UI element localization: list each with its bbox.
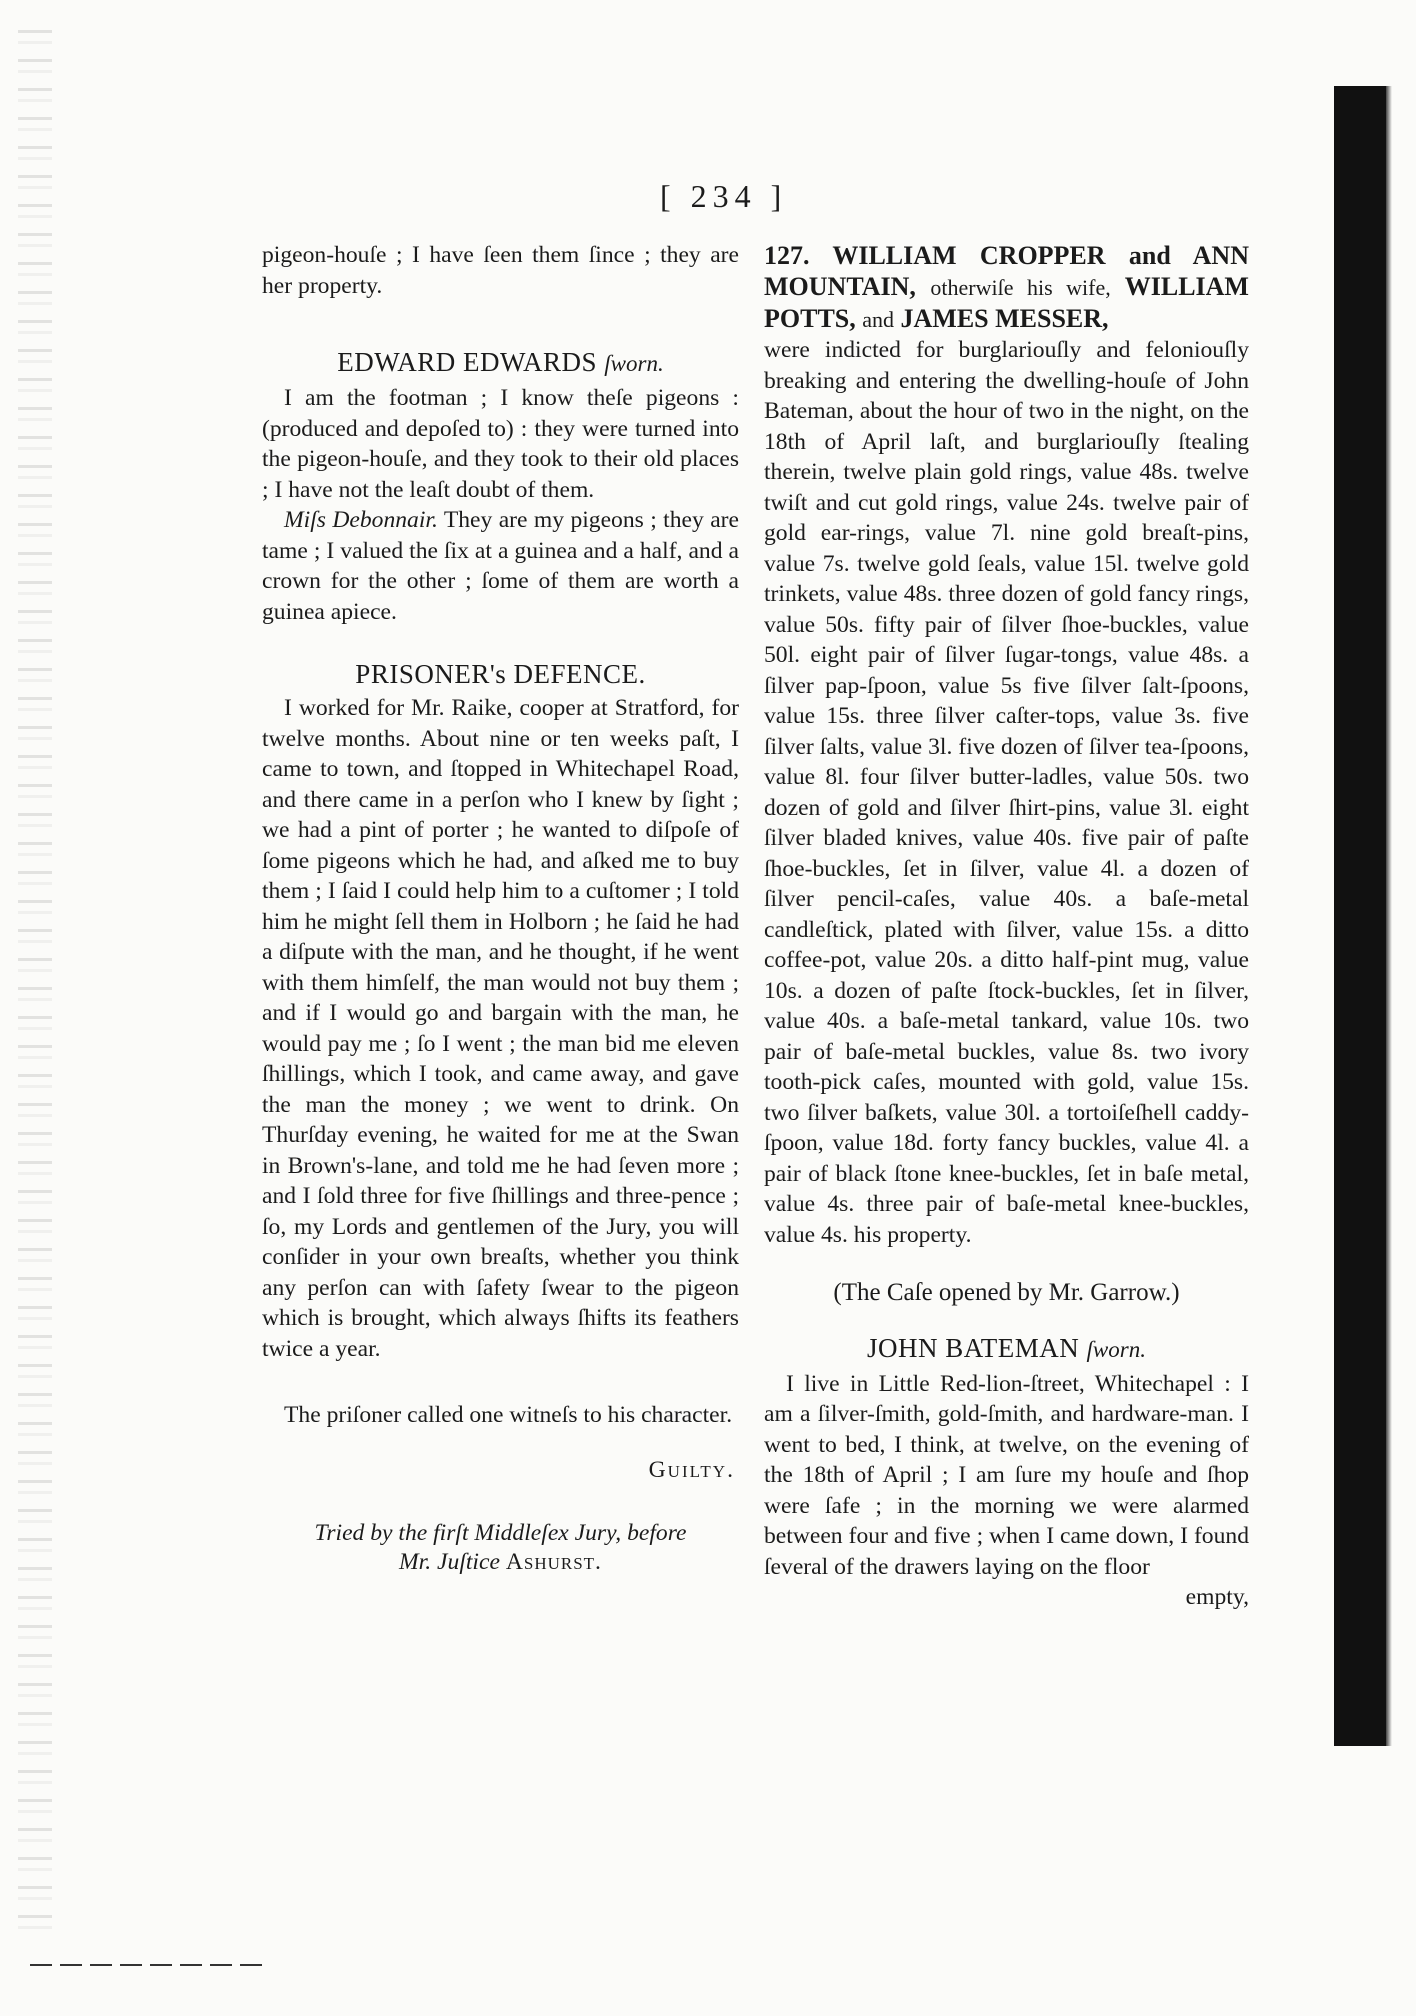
witness-heading <box>764 1331 1249 1367</box>
scan-mark-bottom <box>30 1964 270 1966</box>
trial-note <box>262 1519 739 1577</box>
paragraph <box>262 505 739 627</box>
witness-heading <box>262 345 739 381</box>
judge-prefix: Mr. Juſtice <box>399 1549 506 1575</box>
defendant-names: JAMES MESSER, <box>894 304 1109 333</box>
case-number: 127. <box>764 241 810 270</box>
judge-name: Ashurst. <box>505 1549 602 1575</box>
paragraph: I live in Little Red-lion-ſtreet, Whitechapel : I am a ſilver-ſmith, gold-ſmith, and hardware-man. I went to bed, I think, at twelve, on the evening of the 18th of April ; I am ſure my houſe and ſhop were ſafe ; in the morning we were alarmed between four and five ; when I came down, I found ſeveral of the drawers laying on the floor <box>764 1370 1249 1580</box>
defence-heading: PRISONER's DEFENCE. <box>355 659 646 689</box>
conjunction-text: and <box>862 307 895 332</box>
paragraph: The priſoner called one witneſs to his character. <box>284 1402 733 1428</box>
defendant-names: WILLIAM CROPPER and ANN MOUNTAIN, <box>764 241 1249 301</box>
witness-name: JOHN BATEMAN <box>867 1332 1080 1363</box>
page-number: [ 234 ] <box>660 178 788 214</box>
trial-note-line <box>262 1548 739 1577</box>
sworn-label: ſworn. <box>604 351 664 376</box>
scan-shadow-right-edge <box>1386 86 1392 1746</box>
paragraph: I am the footman ; I know theſe pigeons : (produced and depoſed to) : they were turned into the pigeon-houſe, and they took to their old places ; I have not the leaſt doubt of them. <box>262 385 739 503</box>
indictment-text: were indicted for burglariouſly and feloniouſly breaking and entering the dwelling-houſe of John Bateman, about the hour of two in the night, on the 18th of April laſt, and burglariouſly ſtealing therein, twelve plain gold rings, value 48s. twelve twiſt and cut gold rings, value 24s. twelve pair of gold ear-rings, value 7l. nine gold breaſt-pins, value 7s. twelve gold ſeals, value 15l. twelve gold trinkets, value 48s. three dozen of gold fancy rings, value 50s. fifty pair of ſilver ſhoe-buckles, value 50l. eight pair of ſilver ſugar-tongs, value 48s. a ſilver pap-ſpoon, value 5s five ſilver ſalt-ſpoons, value 15s. three ſilver caſter-tops, value 3s. five ſilver ſalts, value 3l. five dozen of ſilver tea-ſpoons, value 8l. four ſilver butter-ladles, value 50s. two dozen of gold and ſilver ſhirt-pins, value 3l. eight ſilver bladed knives, value 40s. five pair of paſte ſhoe-buckles, ſet in ſilver, value 4l. a dozen of ſilver pencil-caſes, value 40s. a baſe-metal candleſtick, plated with ſilver, value 15s. a ditto coffee-pot, value 20s. a ditto half-pint mug, value 10s. a dozen of paſte ſtock-buckles, ſet in ſilver, value 40s. a baſe-metal tankard, value 10s. two pair of baſe-metal buckles, value 8s. two ivory tooth-pick caſes, mounted with gold, value 15s. two ſilver baſkets, value 30l. a tortoiſeſhell caddy-ſpoon, value 18d. forty fancy buckles, value 4l. a pair of black ſtone knee-buckles, ſet in baſe metal, value 4s. three pair of baſe-metal knee-buckles, value 4s. his property. <box>764 337 1249 1248</box>
paragraph: I worked for Mr. Raike, cooper at Stratford, for twelve months. About nine or ten weeks paſt, I came to town, and ſtopped in Whitechapel Road, and there came in a perſon who I knew by ſight ; we had a pint of porter ; he wanted to diſpoſe of ſome pigeons which he had, and aſked me to buy them ; I ſaid I could help him to a cuſtomer ; I told him he might ſell them in Holborn ; he ſaid he had a diſpute with the man, and he thought, if he went with them himſelf, the man would not buy them ; and if I would go and bargain with the man, he would pay me ; ſo I went ; the man bid me eleven ſhillings, which I took, and came away, and gave the man the money ; we went to drink. On Thurſday evening, he waited for me at the Swan in Brown's-lane, and told me he had ſeven more ; and I ſold three for five ſhillings and three-pence ; ſo, my Lords and gentlemen of the Jury, you will conſider in your own breaſts, whether you think any perſon can with ſafety ſwear to the pigeon which is brought, which always ſhifts its feathers twice a year. <box>262 695 739 1362</box>
alias-text: otherwiſe his wife, <box>930 275 1111 300</box>
left-column <box>262 240 739 1577</box>
testimony-text: They are my pigeons ; they are tame ; I valued the ſix at a guinea and a half, and a crown for the other ; ſome of them are worth a guinea apiece. <box>262 507 739 625</box>
defendant-names: WILLIAM POTTS, <box>764 272 1249 333</box>
scan-shadow-right <box>1334 86 1386 1746</box>
paragraph: pigeon-houſe ; I have ſeen them ſince ; they are her property. <box>262 242 739 299</box>
case-title <box>764 240 1249 335</box>
speaker-name: Miſs Debonnair. <box>284 507 438 533</box>
verdict: Guilty. <box>648 1456 735 1483</box>
sworn-label: ſworn. <box>1086 1336 1146 1362</box>
case-opened-note: (The Caſe opened by Mr. Garrow.) <box>833 1279 1180 1306</box>
catchword: empty, <box>1185 1584 1249 1610</box>
trial-note-line: Tried by the firſt Middleſex Jury, before <box>314 1520 687 1546</box>
right-column <box>764 240 1249 1613</box>
witness-name: EDWARD EDWARDS <box>337 347 598 377</box>
scan-shadow-left <box>18 30 52 1930</box>
